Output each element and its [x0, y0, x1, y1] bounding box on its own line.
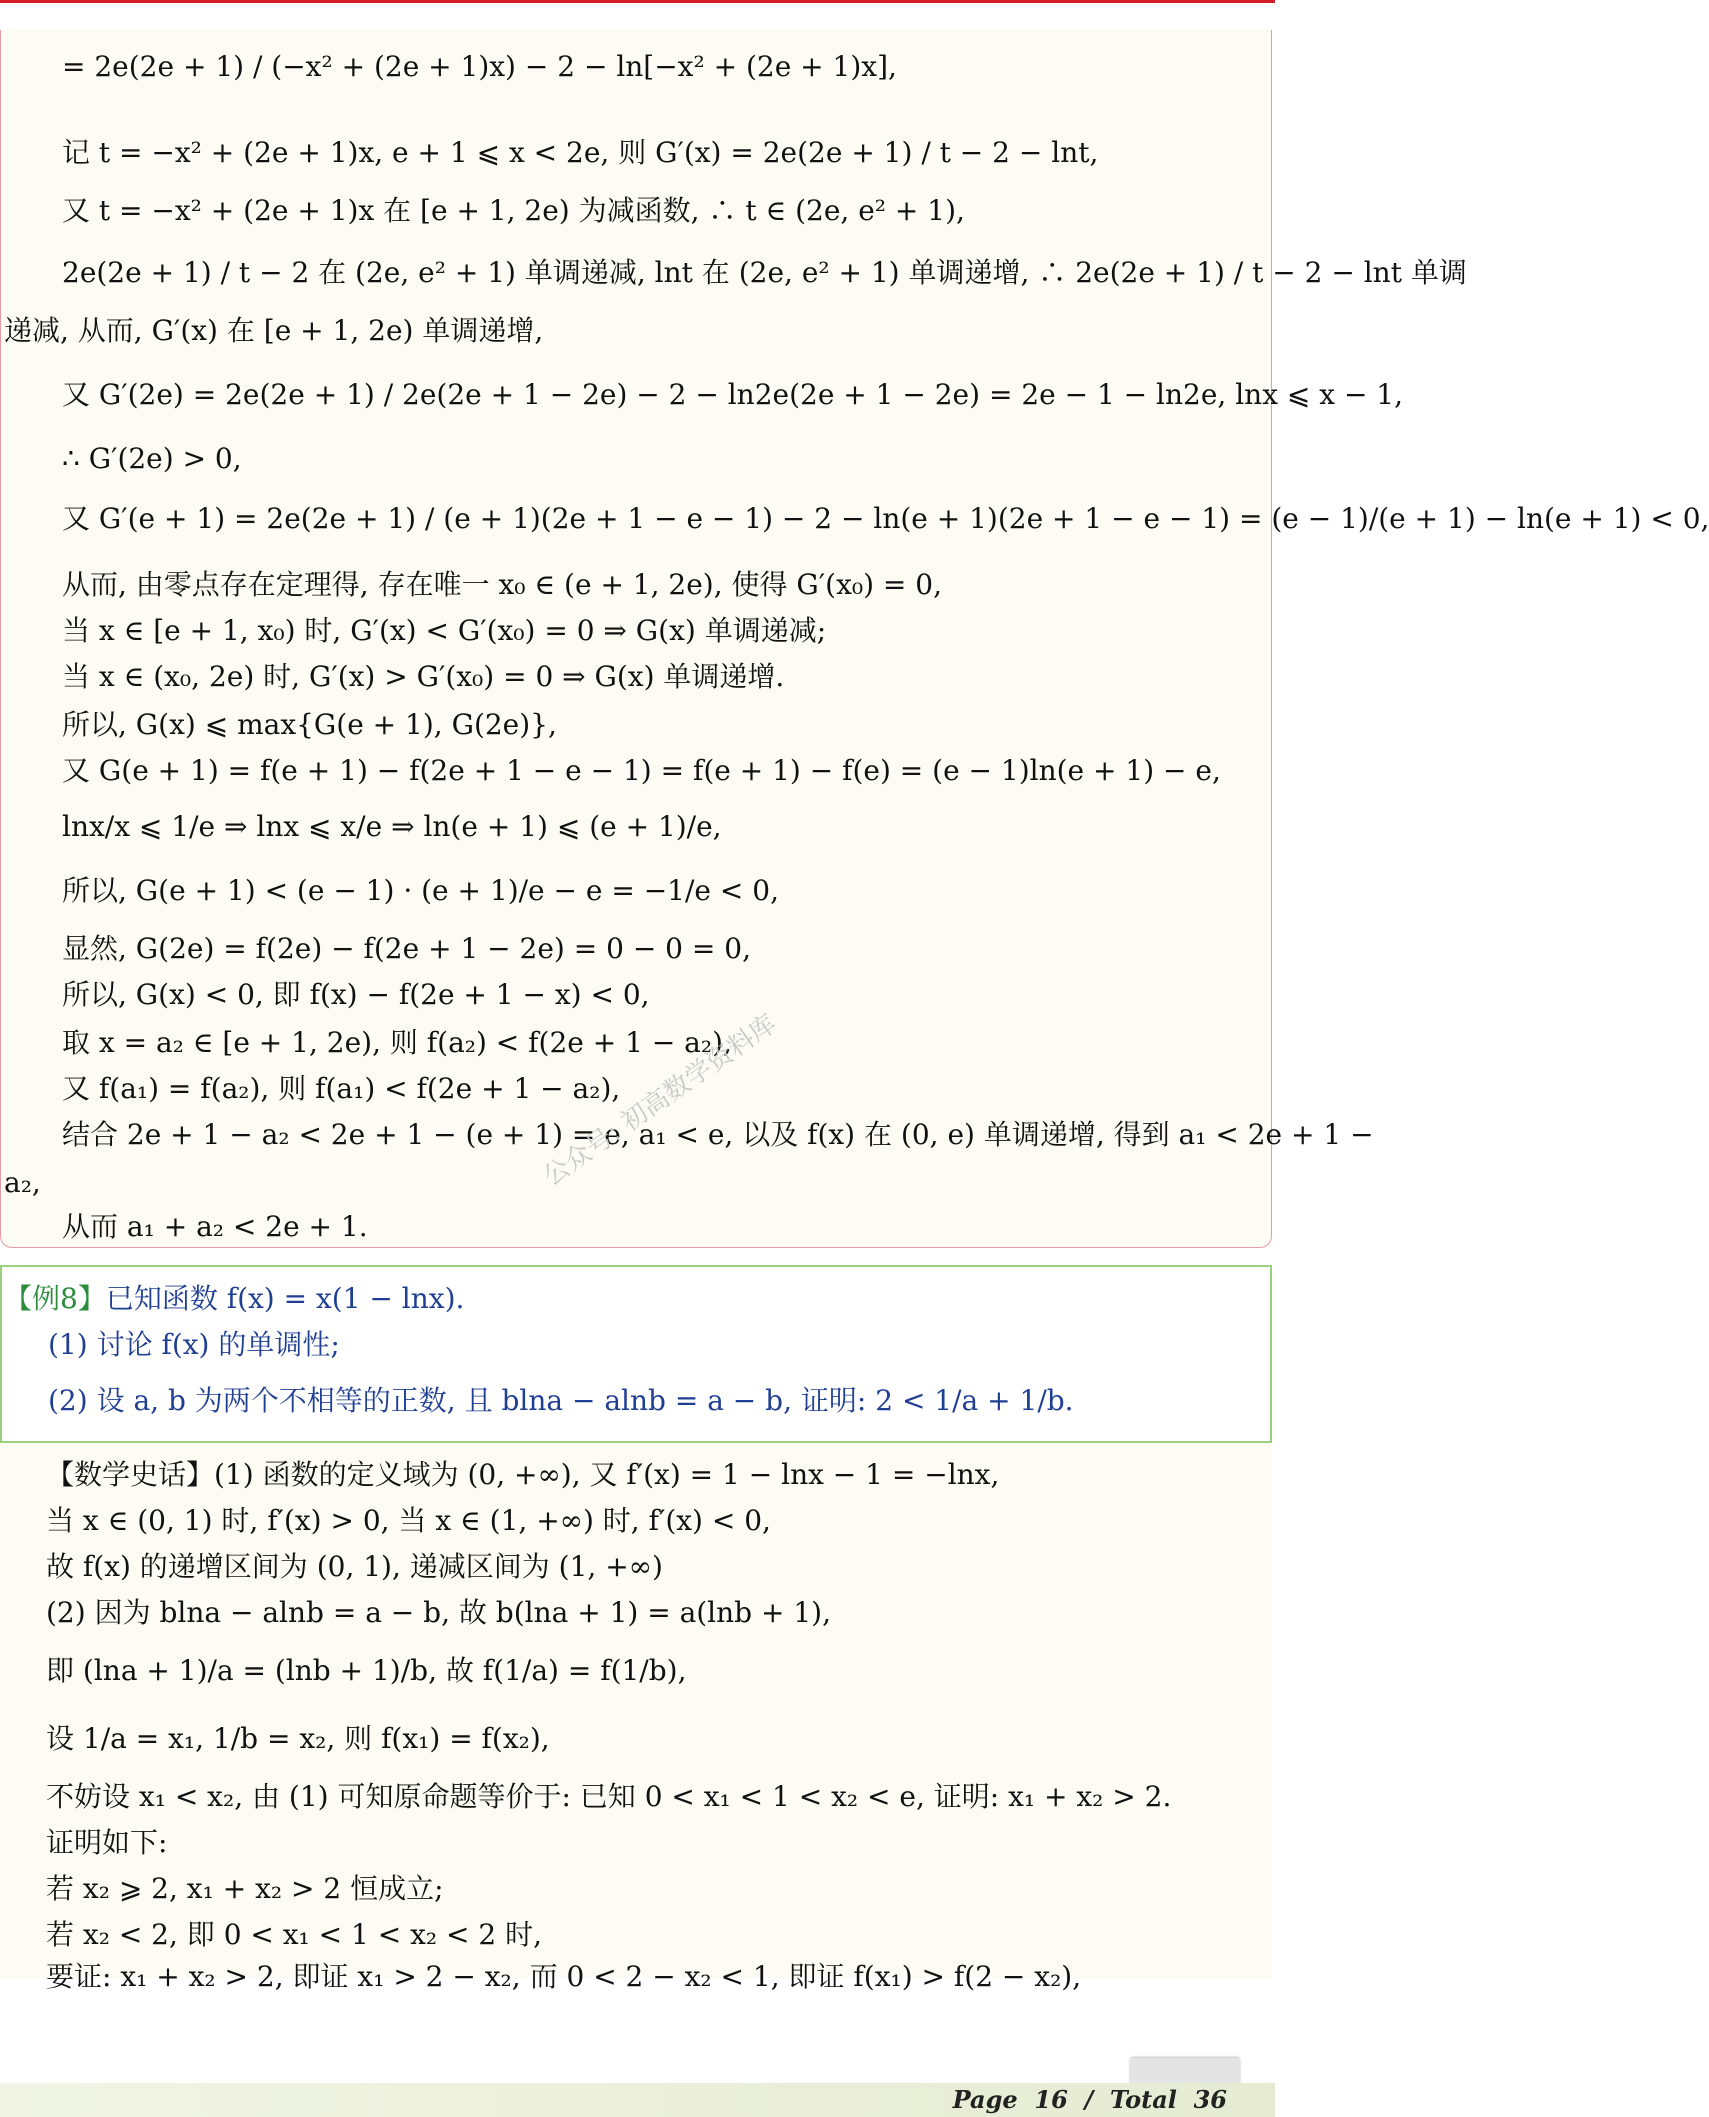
math-line: 递减, 从而, G′(x) 在 [e + 1, 2e) 单调递增, [4, 314, 544, 347]
math-line: 显然, G(2e) = f(2e) − f(2e + 1 − 2e) = 0 − 0 = 0, [62, 932, 751, 965]
math-line: 从而 a₁ + a₂ < 2e + 1. [62, 1210, 368, 1243]
page-number: 16 [1034, 2085, 1068, 2114]
question-2: (2) 设 a, b 为两个不相等的正数, 且 blna − alnb = a − b, 证明: 2 < 1/a + 1/b. [48, 1384, 1074, 1417]
math-line: 从而, 由零点存在定理得, 存在唯一 x₀ ∈ (e + 1, 2e), 使得 G′(x₀) = 0, [62, 568, 942, 601]
total-number: 36 [1193, 2085, 1227, 2114]
math-line: 要证: x₁ + x₂ > 2, 即证 x₁ > 2 − x₂, 而 0 < 2 − x₂ < 1, 即证 f(x₁) > f(2 − x₂), [46, 1960, 1082, 1993]
math-line: 当 x ∈ [e + 1, x₀) 时, G′(x) < G′(x₀) = 0 ⇒ G(x) 单调递减; [62, 614, 827, 647]
math-line: 取 x = a₂ ∈ [e + 1, 2e), 则 f(a₂) < f(2e + 1 − a₂), [62, 1026, 732, 1059]
math-line: 2e(2e + 1) / t − 2 在 (2e, e² + 1) 单调递减, lnt 在 (2e, e² + 1) 单调递增, ∴ 2e(2e + 1) / t − 2 − lnt 单调 [62, 256, 1467, 289]
footer-tab-decoration [1130, 2058, 1240, 2084]
math-line: 又 t = −x² + (2e + 1)x 在 [e + 1, 2e) 为减函数, ∴ t ∈ (2e, e² + 1), [62, 194, 965, 227]
math-line: 【数学史话】(1) 函数的定义域为 (0, +∞), 又 f′(x) = 1 − lnx − 1 = −lnx, [46, 1458, 1000, 1491]
math-line: 证明如下: [46, 1826, 168, 1859]
math-line: 结合 2e + 1 − a₂ < 2e + 1 − (e + 1) = e, a₁ < e, 以及 f(x) 在 (0, e) 单调递增, 得到 a₁ < 2e + 1 − [62, 1118, 1374, 1151]
math-line: 若 x₂ < 2, 即 0 < x₁ < 1 < x₂ < 2 时, [46, 1918, 543, 1951]
total-label: Total [1110, 2085, 1177, 2114]
math-line: 又 G′(e + 1) = 2e(2e + 1) / (e + 1)(2e + 1 − e − 1) − 2 − ln(e + 1)(2e + 1 − e − 1) = (e − 1)/(e + 1) − ln(e + 1) < 0, [62, 502, 1709, 535]
page-label: Page [952, 2085, 1018, 2114]
math-line: 又 G′(2e) = 2e(2e + 1) / 2e(2e + 1 − 2e) − 2 − ln2e(2e + 1 − 2e) = 2e − 1 − ln2e, lnx ⩽ x − 1, [62, 378, 1404, 411]
math-line: lnx/x ⩽ 1/e ⇒ lnx ⩽ x/e ⇒ ln(e + 1) ⩽ (e + 1)/e, [62, 810, 722, 843]
math-line: 又 G(e + 1) = f(e + 1) − f(2e + 1 − e − 1) = f(e + 1) − f(e) = (e − 1)ln(e + 1) − e, [62, 754, 1221, 787]
question-1: (1) 讨论 f(x) 的单调性; [48, 1328, 340, 1361]
math-line: 故 f(x) 的递增区间为 (0, 1), 递减区间为 (1, +∞) [46, 1550, 663, 1583]
math-line: 若 x₂ ⩾ 2, x₁ + x₂ > 2 恒成立; [46, 1872, 444, 1905]
math-line: 记 t = −x² + (2e + 1)x, e + 1 ⩽ x < 2e, 则 G′(x) = 2e(2e + 1) / t − 2 − lnt, [62, 136, 1099, 169]
math-line: 即 (lna + 1)/a = (lnb + 1)/b, 故 f(1/a) = f(1/b), [46, 1654, 687, 1687]
math-line: 不妨设 x₁ < x₂, 由 (1) 可知原命题等价于: 已知 0 < x₁ < 1 < x₂ < e, 证明: x₁ + x₂ > 2. [46, 1780, 1172, 1813]
page-indicator [953, 2085, 1227, 2114]
math-line: 当 x ∈ (0, 1) 时, f′(x) > 0, 当 x ∈ (1, +∞) 时, f′(x) < 0, [46, 1504, 771, 1537]
math-line: 所以, G(e + 1) < (e − 1) · (e + 1)/e − e = −1/e < 0, [62, 874, 779, 907]
math-line: a₂, [4, 1166, 41, 1199]
page-separator: / [1084, 2085, 1094, 2114]
math-line: 所以, G(x) < 0, 即 f(x) − f(2e + 1 − x) < 0, [62, 978, 650, 1011]
math-line: 又 f(a₁) = f(a₂), 则 f(a₁) < f(2e + 1 − a₂), [62, 1072, 621, 1105]
math-line: (2) 因为 blna − alnb = a − b, 故 b(lna + 1) = a(lnb + 1), [46, 1596, 831, 1629]
example-heading [4, 1282, 464, 1316]
math-line: 当 x ∈ (x₀, 2e) 时, G′(x) > G′(x₀) = 0 ⇒ G(x) 单调递增. [62, 660, 785, 693]
example-statement: 已知函数 f(x) = x(1 − lnx). [105, 1282, 465, 1315]
top-accent-bar [0, 0, 1275, 3]
math-line: ∴ G′(2e) > 0, [62, 442, 242, 475]
math-line: 所以, G(x) ⩽ max{G(e + 1), G(2e)}, [62, 708, 557, 741]
math-line: = 2e(2e + 1) / (−x² + (2e + 1)x) − 2 − ln[−x² + (2e + 1)x], [62, 50, 897, 83]
example-tag: 【例8】 [4, 1282, 106, 1315]
watermark-text: 公众号: 初高数学资料库 [537, 1008, 783, 1193]
math-line: 设 1/a = x₁, 1/b = x₂, 则 f(x₁) = f(x₂), [46, 1722, 550, 1755]
